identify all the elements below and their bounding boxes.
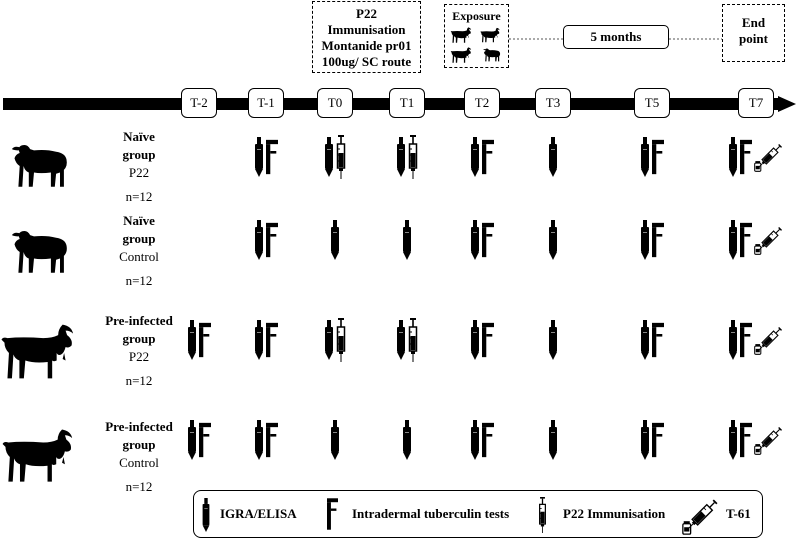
duration-box: 5 months <box>563 25 669 49</box>
immunisation-line-3: Montanide pr01 <box>321 38 412 53</box>
tst-icon <box>266 422 278 458</box>
tst-icon <box>266 322 278 358</box>
igra-tube-icon <box>728 220 738 260</box>
goat-icon <box>0 428 82 486</box>
goat-icon <box>450 47 474 64</box>
igra-tube-icon <box>324 320 334 360</box>
igra-tube-icon <box>548 137 558 177</box>
group-label-line3: P22 <box>128 165 150 180</box>
group-label-line1: Naïve <box>123 213 155 228</box>
igra-tube-icon <box>330 420 340 460</box>
igra-tube-icon <box>470 220 480 260</box>
tst-icon <box>482 322 494 358</box>
legend-box <box>193 490 763 538</box>
igra-tube-icon <box>470 320 480 360</box>
group-label-line1: Naïve <box>123 129 155 144</box>
group-label-line3: P22 <box>128 349 150 364</box>
igra-tube-icon <box>330 220 340 260</box>
syringe-icon <box>336 318 346 362</box>
legend-tst-label: Intradermal tuberculin tests <box>352 506 510 521</box>
tst-icon <box>482 139 494 175</box>
igra-tube-icon <box>548 420 558 460</box>
group-label <box>84 312 194 390</box>
igra-tube-icon <box>728 320 738 360</box>
timepoint-t5: T5 <box>634 88 670 118</box>
igra-tube-icon <box>254 220 264 260</box>
group-label-line3: Control <box>119 249 159 264</box>
sheep-icon <box>8 224 73 280</box>
syringe-icon <box>408 318 418 362</box>
igra-tube-icon <box>470 137 480 177</box>
group-label <box>84 418 194 496</box>
timepoint-t3: T3 <box>535 88 571 118</box>
group-label-line2: group <box>122 147 156 162</box>
tst-icon <box>740 222 752 258</box>
timepoint-t7: T7 <box>738 88 774 118</box>
legend-vacc-label: P22 Immunisation <box>563 506 666 521</box>
legend-igra-label: IGRA/ELISA <box>220 506 297 521</box>
immunisation-line-4: 100ug/ SC route <box>321 54 412 69</box>
timepoint-t2: T2 <box>464 88 500 118</box>
tst-icon <box>482 422 494 458</box>
exposure-label: Exposure <box>452 9 501 23</box>
group-label-line2: group <box>122 231 156 246</box>
t61-syringe-vial-icon <box>682 497 720 535</box>
tst-icon <box>740 422 752 458</box>
syringe-icon <box>408 135 418 179</box>
group-label <box>84 128 194 206</box>
tst-icon <box>740 322 752 358</box>
igra-tube-icon <box>201 498 211 532</box>
group-label-line4: n=12 <box>125 189 153 204</box>
group-label-line1: Pre-infected <box>105 419 173 434</box>
syringe-icon <box>336 135 346 179</box>
tst-icon <box>482 222 494 258</box>
group-label-line4: n=12 <box>125 373 153 388</box>
t61-syringe-vial-icon <box>754 323 784 357</box>
igra-tube-icon <box>402 420 412 460</box>
group-label <box>84 212 194 290</box>
timepoint-t-1: T-1 <box>248 88 284 118</box>
endpoint-line-2: point <box>739 31 768 46</box>
igra-tube-icon <box>254 320 264 360</box>
t61-syringe-vial-icon <box>754 140 784 174</box>
immunisation-box <box>312 1 421 73</box>
group-label-line2: group <box>122 331 156 346</box>
immunisation-line-1: P22 <box>356 6 377 21</box>
endpoint-line-1: End <box>741 15 766 30</box>
tst-icon <box>652 222 664 258</box>
igra-tube-icon <box>640 220 650 260</box>
igra-tube-icon <box>254 420 264 460</box>
group-label-line3: Control <box>119 455 159 470</box>
igra-tube-icon <box>187 320 197 360</box>
igra-tube-icon <box>254 137 264 177</box>
tst-icon <box>740 139 752 175</box>
igra-tube-icon <box>640 137 650 177</box>
tst-icon <box>199 322 211 358</box>
igra-tube-icon <box>728 137 738 177</box>
timepoint-t0: T0 <box>317 88 353 118</box>
igra-tube-icon <box>396 137 406 177</box>
group-label-line1: Pre-infected <box>105 313 173 328</box>
exposure-box <box>444 4 509 68</box>
t61-syringe-vial-icon <box>754 223 784 257</box>
goat-icon <box>480 27 502 44</box>
endpoint-box <box>722 4 785 62</box>
igra-tube-icon <box>548 220 558 260</box>
sheep-icon <box>482 47 502 63</box>
igra-tube-icon <box>640 320 650 360</box>
group-label-line4: n=12 <box>125 479 153 494</box>
immunisation-line-2: Immunisation <box>327 22 406 37</box>
group-label-line2: group <box>122 437 156 452</box>
goat-icon <box>0 322 82 384</box>
igra-tube-icon <box>728 420 738 460</box>
igra-tube-icon <box>640 420 650 460</box>
tst-icon <box>199 422 211 458</box>
tst-icon <box>327 497 338 531</box>
group-label-line4: n=12 <box>125 273 153 288</box>
igra-tube-icon <box>187 420 197 460</box>
igra-tube-icon <box>548 320 558 360</box>
tst-icon <box>266 139 278 175</box>
tst-icon <box>266 222 278 258</box>
igra-tube-icon <box>324 137 334 177</box>
sheep-icon <box>8 140 73 192</box>
igra-tube-icon <box>402 220 412 260</box>
tst-icon <box>652 322 664 358</box>
tst-icon <box>652 422 664 458</box>
syringe-icon <box>538 497 547 533</box>
legend-t61-label: T-61 <box>726 506 751 521</box>
t61-syringe-vial-icon <box>754 423 784 457</box>
igra-tube-icon <box>470 420 480 460</box>
timepoint-t-2: T-2 <box>181 88 217 118</box>
goat-icon <box>450 27 474 44</box>
igra-tube-icon <box>396 320 406 360</box>
tst-icon <box>652 139 664 175</box>
timepoint-t1: T1 <box>389 88 425 118</box>
